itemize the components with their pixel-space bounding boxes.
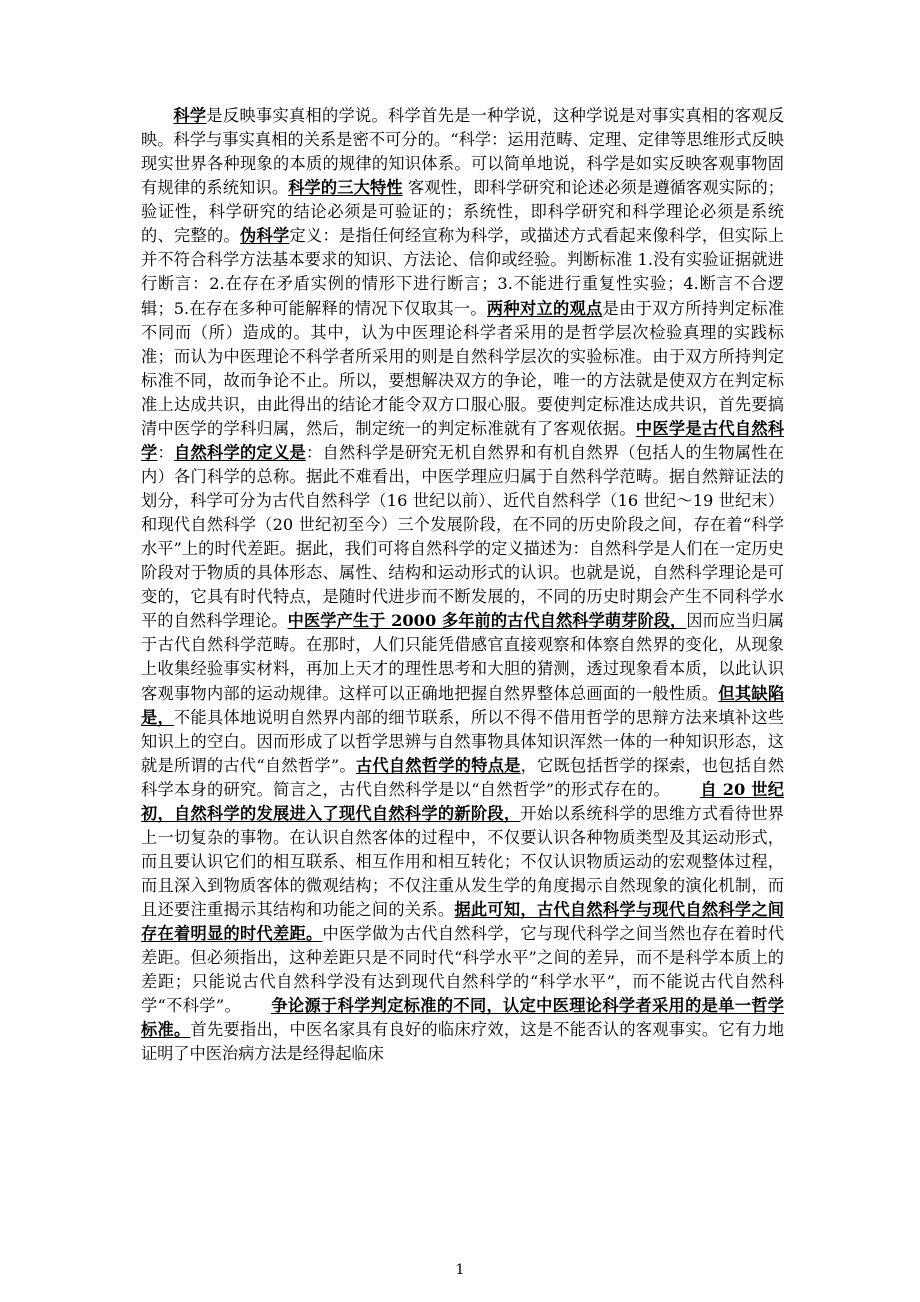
text-run: 不能具体地说明自然界内部的细节联系，所以不得不借用哲学的思辩方法来填补这些知识上的空白。因而形成了以哲学思辨与自然事物具体知识浑然一体的一种知识形态，这就是所谓的古代“自然哲学”。: [141, 707, 785, 775]
highlighted-term: 自然科学的定义是: [174, 442, 306, 462]
text-run: 是由于双方所持判定标准不同而（所）造成的。其中，认为中医理论科学者采用的是哲学层次检验真理的实践标准；而认为中医理论不科学者所采用的则是自然科学层次的实验标准。由于双方所持判定标准不同，故而争论不止。所以，要想解决双方的争论，唯一的方法就是使双方在判定标准上达成共识，由此得出的结论才能令双方口服心服。要使判定标准达成共识，首先要搞清中医学的学科归属，然后，制定统一的判定标准就有了客观依据。: [141, 298, 785, 438]
text-run: 首先要指出，中医名家具有良好的临床疗效，这是不能否认的客观事实。它有力地证明了中医治病方法是经得起临床: [141, 1020, 785, 1064]
text-run: 中医学做为古代自然科学，它与现代科学之间当然也存在着时代差距。但必须指出，这种差距只是不同时代“科学水平”之间的差异，而不是科学本质上的差距；只能说古代自然科学没有达到现代自然科学的“科学水平”，而不能说古代自然科学“不科学”。: [141, 924, 785, 1016]
text-run: 定义：是指任何经宣称为科学，或描述方式看起来像科学，但实际上并不符合科学方法基本要求的知识、方法论、信仰或经验。判断标准 1.没有实验证据就进行断言：2.在存在矛盾实例的情形下进行断言；3.不能进行重复性实验；4.断言不合逻辑；5.在存在多种可能解释的情况下仅取其一。: [141, 226, 785, 318]
text-run: 客观性，即科学研究和论述必须是遵循客观实际的；验证性，科学研究的结论必须是可验证的；系统性，即科学研究和科学理论必须是系统的、完整的。: [141, 178, 784, 246]
highlighted-term: 古代自然哲学的特点是: [355, 755, 521, 775]
page-number: 1: [455, 1262, 465, 1278]
text-run: 开始以系统科学的思维方式看待世界上一切复杂的事物。在认识自然客体的过程中，不仅要认识各种物质类型及其运动形式，而且要认识它们的相互联系、相互作用和相互转化；不仅认识物质运动的宏观整体过程，而且深入到物质客体的微观结构；不仅注重从发生学的角度揭示自然现象的演化机制，而且还要注重揭示其结构和功能之间的关系。: [141, 803, 785, 920]
highlighted-term: 据此可知，古代自然科学与现代自然科学之间存在着明显的时代差距。: [141, 900, 784, 944]
text-run: 是反映事实真相的学说。科学首先是一种学说，这种学说是对事实真相的客观反映。科学与事实真相的关系是密不可分的。“科学：运用范畴、定理、定律等思维形式反映现实世界各种现象的本质的规律的知识体系。可以简单地说，科学是如实反映客观事物固有规律的系统知识。: [141, 106, 785, 198]
text-run: ，它既包括哲学的探索，也包括自然科学本身的研究。简言之，古代自然科学是以“自然哲学”的形式存在的。: [141, 755, 785, 799]
highlighted-term: 争论源于科学判定标准的不同，认定中医理论科学者采用的是单一哲学标准。: [141, 996, 784, 1040]
body-text: [141, 104, 784, 1067]
text-run: ：自然科学是研究无机自然界和有机自然界（包括人的生物属性在内）各门科学的总称。据此不难看出，中医学理应归属于自然科学范畴。据自然辩证法的划分，科学可分为古代自然科学（16 世纪以前）、近代自然科学（16 世纪～19 世纪末）和现代自然科学（20 世纪初至今）三个发展阶段，在不同的历史阶段之间，存在着“科学水平”上的时代差距。据此，我们可将自然科学的定义描述为：自然科学是人们在一定历史阶段对于物质的具体形态、属性、结构和运动形式的认识。也就是说，自然科学理论是可变的，它具有时代特点，是随时代进步而不断发展的，不同的历史时期会产生不同科学水平的自然科学理论。: [141, 442, 785, 631]
highlighted-term: 伪科学: [239, 226, 290, 246]
highlighted-term: 科学的三大特性: [288, 178, 403, 198]
text-run: 因而应当归属于古代自然科学范畴。在那时，人们只能凭借感官直接观察和体察自然界的变化，从现象上收集经验事实材料，再加上天才的理性思考和大胆的猜测，透过现象看本质，以此认识客观事物内部的运动规律。这样可以正确地把握自然界整体总画面的一般性质。: [141, 611, 785, 703]
highlighted-term: 中医学产生于 2000 多年前的古代自然科学萌芽阶段，: [287, 611, 687, 631]
highlighted-term: 但其缺陷是，: [141, 683, 785, 727]
highlighted-term: 自 20 世纪初，自然科学的发展进入了现代自然科学的新阶段，: [141, 779, 784, 823]
highlighted-term: 两种对立的观点: [486, 298, 603, 318]
highlighted-term: 中医学是古代自然科学: [141, 418, 785, 462]
paragraph: [141, 104, 784, 1067]
highlighted-term: 科学: [173, 106, 207, 125]
text-run: ：: [157, 442, 174, 462]
